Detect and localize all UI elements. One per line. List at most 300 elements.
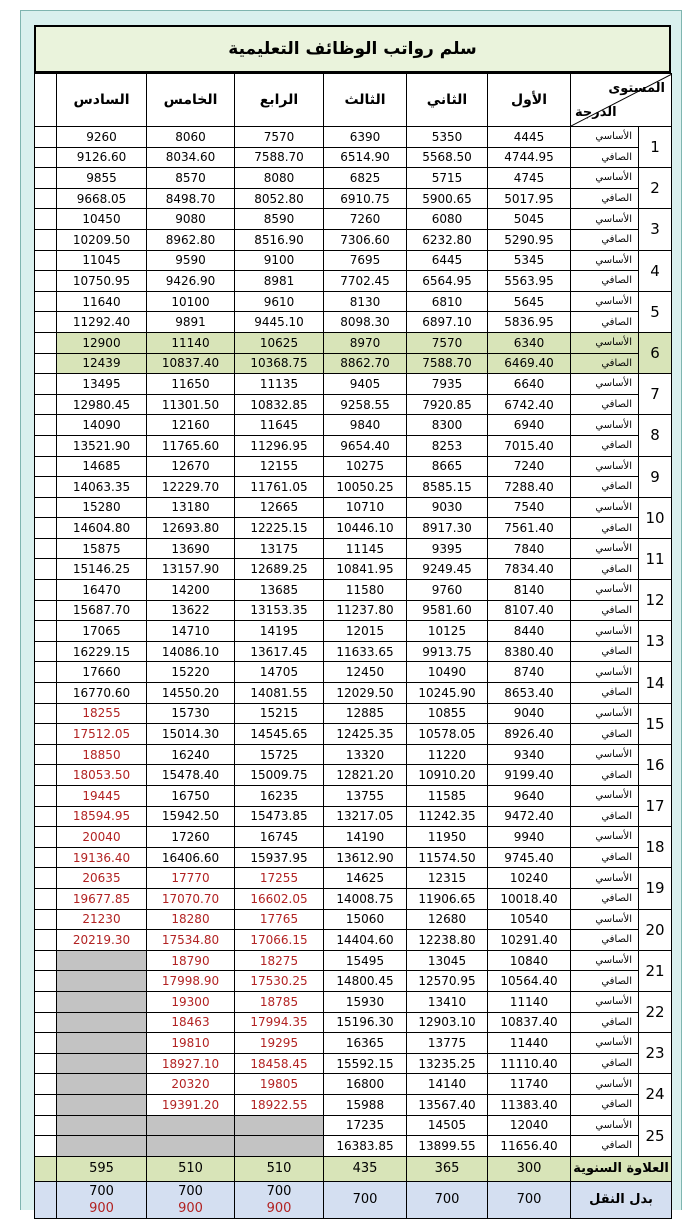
basic-salary-cell: 10840: [488, 950, 571, 971]
basic-salary-cell: 11045: [57, 250, 147, 271]
row-spacer: [35, 621, 57, 642]
net-salary-cell: 10018.40: [488, 888, 571, 909]
basic-salary-cell: 16235: [235, 786, 324, 807]
grade-number: 13: [639, 621, 672, 662]
level-grade-corner: [571, 74, 672, 127]
net-salary-cell: 11383.40: [488, 1094, 571, 1115]
basic-salary-cell: 9840: [324, 415, 407, 436]
empty-cell: [235, 1136, 324, 1157]
basic-salary-cell: 4745: [488, 168, 571, 189]
net-salary-cell: 14604.80: [57, 518, 147, 539]
empty-cell: [57, 1074, 147, 1095]
net-label: الصافي: [571, 765, 639, 786]
grade-number: 7: [639, 374, 672, 415]
basic-label: الأساسي: [571, 538, 639, 559]
basic-salary-cell: 7260: [324, 209, 407, 230]
basic-label: الأساسي: [571, 662, 639, 683]
basic-label: الأساسي: [571, 127, 639, 148]
net-label: الصافي: [571, 1012, 639, 1033]
net-salary-cell: 17994.35: [235, 1012, 324, 1033]
grade-number: 23: [639, 1033, 672, 1074]
net-salary-cell: 10564.40: [488, 971, 571, 992]
net-salary-cell: 9258.55: [324, 394, 407, 415]
row-spacer: [35, 559, 57, 580]
net-salary-cell: 9426.90: [147, 271, 235, 292]
net-salary-cell: 6469.40: [488, 353, 571, 374]
grade-number: 4: [639, 250, 672, 291]
net-salary-cell: 13521.90: [57, 435, 147, 456]
basic-salary-cell: 15060: [324, 909, 407, 930]
basic-salary-cell: 9100: [235, 250, 324, 271]
basic-salary-cell: 15730: [147, 703, 235, 724]
grade-net-row: [35, 394, 672, 415]
basic-salary-cell: 9940: [488, 827, 571, 848]
basic-label: الأساسي: [571, 1115, 639, 1136]
transport-value-top: 700: [266, 1183, 292, 1199]
grade-net-row: [35, 188, 672, 209]
grade-basic-row: [35, 250, 672, 271]
grade-basic-row: [35, 868, 672, 889]
grade-basic-row: [35, 827, 672, 848]
net-salary-cell: 16770.60: [57, 683, 147, 704]
net-salary-cell: 9891: [147, 312, 235, 333]
basic-salary-cell: 12040: [488, 1115, 571, 1136]
net-salary-cell: 15014.30: [147, 724, 235, 745]
level-header-1: الأول: [488, 74, 571, 127]
net-salary-cell: 12903.10: [407, 1012, 488, 1033]
row-spacer: [35, 415, 57, 436]
net-salary-cell: 19677.85: [57, 888, 147, 909]
basic-label: الأساسي: [571, 291, 639, 312]
basic-salary-cell: 20040: [57, 827, 147, 848]
net-label: الصافي: [571, 600, 639, 621]
basic-salary-cell: 11585: [407, 786, 488, 807]
basic-salary-cell: 11740: [488, 1074, 571, 1095]
page-title: سلم رواتب الوظائف التعليمية: [34, 25, 671, 73]
basic-salary-cell: 11140: [488, 991, 571, 1012]
row-spacer: [35, 683, 57, 704]
basic-salary-cell: 7540: [488, 497, 571, 518]
net-salary-cell: 6514.90: [324, 147, 407, 168]
row-spacer: [35, 765, 57, 786]
net-salary-cell: 18927.10: [147, 1053, 235, 1074]
row-spacer: [35, 724, 57, 745]
annual-bonus-row: [35, 1156, 672, 1181]
basic-salary-cell: 15220: [147, 662, 235, 683]
net-salary-cell: 10446.10: [324, 518, 407, 539]
basic-salary-cell: 20320: [147, 1074, 235, 1095]
basic-salary-cell: 4445: [488, 127, 571, 148]
basic-salary-cell: 14190: [324, 827, 407, 848]
basic-salary-cell: 19445: [57, 786, 147, 807]
grade-number: 12: [639, 580, 672, 621]
basic-salary-cell: 13320: [324, 744, 407, 765]
row-spacer: [35, 250, 57, 271]
net-salary-cell: 8380.40: [488, 641, 571, 662]
net-salary-cell: 13567.40: [407, 1094, 488, 1115]
net-salary-cell: 14086.10: [147, 641, 235, 662]
basic-salary-cell: 12015: [324, 621, 407, 642]
net-salary-cell: 11242.35: [407, 806, 488, 827]
basic-salary-cell: 9395: [407, 538, 488, 559]
annual-bonus-value: 510: [235, 1156, 324, 1181]
net-salary-cell: 11296.95: [235, 435, 324, 456]
net-salary-cell: 16383.85: [324, 1136, 407, 1157]
grade-net-row: [35, 683, 672, 704]
net-salary-cell: 16602.05: [235, 888, 324, 909]
basic-label: الأساسي: [571, 374, 639, 395]
annual-bonus-value: 510: [147, 1156, 235, 1181]
basic-salary-cell: 11145: [324, 538, 407, 559]
basic-salary-cell: 6825: [324, 168, 407, 189]
net-salary-cell: 4744.95: [488, 147, 571, 168]
empty-cell: [235, 1115, 324, 1136]
grade-net-row: [35, 930, 672, 951]
row-spacer: [35, 312, 57, 333]
basic-salary-cell: 6445: [407, 250, 488, 271]
grade-basic-row: [35, 744, 672, 765]
grade-net-row: [35, 1094, 672, 1115]
net-salary-cell: 6564.95: [407, 271, 488, 292]
empty-cell: [57, 1012, 147, 1033]
net-salary-cell: 5568.50: [407, 147, 488, 168]
grade-net-row: [35, 435, 672, 456]
basic-salary-cell: 12155: [235, 456, 324, 477]
basic-salary-cell: 8060: [147, 127, 235, 148]
net-salary-cell: 13899.55: [407, 1136, 488, 1157]
net-salary-cell: 12238.80: [407, 930, 488, 951]
basic-salary-cell: 13045: [407, 950, 488, 971]
net-salary-cell: 12439: [57, 353, 147, 374]
basic-salary-cell: 5345: [488, 250, 571, 271]
grade-number: 25: [639, 1115, 672, 1156]
grade-net-row: [35, 971, 672, 992]
net-salary-cell: 10291.40: [488, 930, 571, 951]
net-salary-cell: 15942.50: [147, 806, 235, 827]
basic-salary-cell: 15930: [324, 991, 407, 1012]
basic-salary-cell: 16365: [324, 1033, 407, 1054]
basic-salary-cell: 11650: [147, 374, 235, 395]
net-salary-cell: 5017.95: [488, 188, 571, 209]
basic-salary-cell: 8665: [407, 456, 488, 477]
basic-label: الأساسي: [571, 415, 639, 436]
grade-number: 14: [639, 662, 672, 703]
basic-salary-cell: 10275: [324, 456, 407, 477]
basic-salary-cell: 14685: [57, 456, 147, 477]
basic-salary-cell: 18790: [147, 950, 235, 971]
grade-number: 20: [639, 909, 672, 950]
row-spacer: [35, 477, 57, 498]
basic-label: الأساسي: [571, 1033, 639, 1054]
grade-number: 17: [639, 786, 672, 827]
net-label: الصافي: [571, 188, 639, 209]
net-label: الصافي: [571, 147, 639, 168]
grade-net-row: [35, 229, 672, 250]
grade-net-row: [35, 1012, 672, 1033]
basic-salary-cell: 8740: [488, 662, 571, 683]
row-spacer: [35, 847, 57, 868]
net-label: الصافي: [571, 559, 639, 580]
net-salary-cell: 18463: [147, 1012, 235, 1033]
basic-salary-cell: 9260: [57, 127, 147, 148]
grade-basic-row: [35, 991, 672, 1012]
net-salary-cell: 7588.70: [235, 147, 324, 168]
row-spacer: [35, 641, 57, 662]
grade-basic-row: [35, 1033, 672, 1054]
basic-salary-cell: 11135: [235, 374, 324, 395]
net-salary-cell: 14550.20: [147, 683, 235, 704]
net-salary-cell: 12693.80: [147, 518, 235, 539]
row-spacer: [35, 888, 57, 909]
basic-salary-cell: 19300: [147, 991, 235, 1012]
net-salary-cell: 9445.10: [235, 312, 324, 333]
net-salary-cell: 13153.35: [235, 600, 324, 621]
net-salary-cell: 11292.40: [57, 312, 147, 333]
grade-net-row: [35, 888, 672, 909]
basic-salary-cell: 12315: [407, 868, 488, 889]
basic-salary-cell: 15495: [324, 950, 407, 971]
net-salary-cell: 9654.40: [324, 435, 407, 456]
grade-basic-row: [35, 703, 672, 724]
basic-salary-cell: 17260: [147, 827, 235, 848]
basic-salary-cell: 9340: [488, 744, 571, 765]
basic-salary-cell: 14625: [324, 868, 407, 889]
basic-salary-cell: 14195: [235, 621, 324, 642]
grade-number: 16: [639, 744, 672, 785]
basic-salary-cell: 12665: [235, 497, 324, 518]
net-salary-cell: 11906.65: [407, 888, 488, 909]
basic-salary-cell: 6640: [488, 374, 571, 395]
header-row: [35, 74, 672, 127]
basic-salary-cell: 8440: [488, 621, 571, 642]
level-header-5: الخامس: [147, 74, 235, 127]
grade-basic-row: [35, 332, 672, 353]
bonus-spacer: [35, 1156, 57, 1181]
net-salary-cell: 10050.25: [324, 477, 407, 498]
basic-salary-cell: 16750: [147, 786, 235, 807]
basic-salary-cell: 9040: [488, 703, 571, 724]
net-salary-cell: 11656.40: [488, 1136, 571, 1157]
net-salary-cell: 7306.60: [324, 229, 407, 250]
basic-salary-cell: 15725: [235, 744, 324, 765]
net-label: الصافي: [571, 312, 639, 333]
net-salary-cell: 12029.50: [324, 683, 407, 704]
empty-cell: [147, 1115, 235, 1136]
grade-number: 19: [639, 868, 672, 909]
grade-net-row: [35, 312, 672, 333]
basic-salary-cell: 11645: [235, 415, 324, 436]
net-salary-cell: 8862.70: [324, 353, 407, 374]
row-spacer: [35, 374, 57, 395]
basic-salary-cell: 8300: [407, 415, 488, 436]
basic-salary-cell: 13495: [57, 374, 147, 395]
basic-label: الأساسي: [571, 250, 639, 271]
row-spacer: [35, 209, 57, 230]
basic-salary-cell: 15280: [57, 497, 147, 518]
basic-salary-cell: 5045: [488, 209, 571, 230]
net-salary-cell: 15146.25: [57, 559, 147, 580]
content-area: [34, 25, 671, 1219]
net-salary-cell: 15196.30: [324, 1012, 407, 1033]
basic-salary-cell: 7240: [488, 456, 571, 477]
basic-label: الأساسي: [571, 168, 639, 189]
grade-basic-row: [35, 497, 672, 518]
net-salary-cell: 20219.30: [57, 930, 147, 951]
net-salary-cell: 10368.75: [235, 353, 324, 374]
grade-number: 15: [639, 703, 672, 744]
basic-label: الأساسي: [571, 786, 639, 807]
net-salary-cell: 8498.70: [147, 188, 235, 209]
row-spacer: [35, 662, 57, 683]
net-label: الصافي: [571, 1094, 639, 1115]
basic-salary-cell: 8970: [324, 332, 407, 353]
grades-body: [35, 127, 672, 1157]
net-salary-cell: 9472.40: [488, 806, 571, 827]
basic-salary-cell: 13755: [324, 786, 407, 807]
empty-cell: [57, 991, 147, 1012]
annual-bonus-value: 300: [488, 1156, 571, 1181]
row-spacer: [35, 394, 57, 415]
basic-salary-cell: 9855: [57, 168, 147, 189]
grade-number: 6: [639, 332, 672, 373]
grade-number: 8: [639, 415, 672, 456]
net-salary-cell: 9745.40: [488, 847, 571, 868]
net-salary-cell: 10837.40: [488, 1012, 571, 1033]
basic-salary-cell: 21230: [57, 909, 147, 930]
basic-salary-cell: 14710: [147, 621, 235, 642]
basic-salary-cell: 8140: [488, 580, 571, 601]
row-spacer: [35, 930, 57, 951]
net-salary-cell: 13157.90: [147, 559, 235, 580]
net-label: الصافي: [571, 1053, 639, 1074]
basic-salary-cell: 16800: [324, 1074, 407, 1095]
net-salary-cell: 7920.85: [407, 394, 488, 415]
grade-net-row: [35, 806, 672, 827]
net-salary-cell: 12821.20: [324, 765, 407, 786]
net-salary-cell: 12425.35: [324, 724, 407, 745]
annual-bonus-value: 365: [407, 1156, 488, 1181]
row-spacer: [35, 1053, 57, 1074]
basic-label: الأساسي: [571, 497, 639, 518]
basic-salary-cell: 11140: [147, 332, 235, 353]
grade-net-row: [35, 353, 672, 374]
transport-value-bottom: 900: [89, 1200, 114, 1216]
grade-net-row: [35, 641, 672, 662]
basic-salary-cell: 14140: [407, 1074, 488, 1095]
basic-salary-cell: 9080: [147, 209, 235, 230]
row-spacer: [35, 580, 57, 601]
basic-salary-cell: 18785: [235, 991, 324, 1012]
empty-cell: [57, 1053, 147, 1074]
row-spacer: [35, 147, 57, 168]
net-salary-cell: 8962.80: [147, 229, 235, 250]
basic-salary-cell: 6340: [488, 332, 571, 353]
net-salary-cell: 9249.45: [407, 559, 488, 580]
net-salary-cell: 15473.85: [235, 806, 324, 827]
net-salary-cell: 17066.15: [235, 930, 324, 951]
basic-salary-cell: 10490: [407, 662, 488, 683]
basic-salary-cell: 8590: [235, 209, 324, 230]
basic-salary-cell: 7570: [407, 332, 488, 353]
net-salary-cell: 13217.05: [324, 806, 407, 827]
basic-label: الأساسي: [571, 868, 639, 889]
basic-salary-cell: 14505: [407, 1115, 488, 1136]
net-label: الصافي: [571, 229, 639, 250]
net-salary-cell: 14081.55: [235, 683, 324, 704]
net-salary-cell: 12570.95: [407, 971, 488, 992]
annual-bonus-label: العلاوة السنوية: [571, 1156, 672, 1181]
net-salary-cell: 6742.40: [488, 394, 571, 415]
basic-salary-cell: 13180: [147, 497, 235, 518]
basic-salary-cell: 5350: [407, 127, 488, 148]
grade-net-row: [35, 600, 672, 621]
net-salary-cell: 18458.45: [235, 1053, 324, 1074]
net-salary-cell: 12689.25: [235, 559, 324, 580]
basic-salary-cell: 6810: [407, 291, 488, 312]
net-salary-cell: 17070.70: [147, 888, 235, 909]
row-spacer: [35, 497, 57, 518]
net-salary-cell: 13235.25: [407, 1053, 488, 1074]
basic-salary-cell: 8570: [147, 168, 235, 189]
basic-salary-cell: 13175: [235, 538, 324, 559]
net-salary-cell: 11633.65: [324, 641, 407, 662]
grade-basic-row: [35, 786, 672, 807]
net-label: الصافي: [571, 806, 639, 827]
net-salary-cell: 19136.40: [57, 847, 147, 868]
level-label: المستوى: [608, 81, 665, 96]
net-salary-cell: 12229.70: [147, 477, 235, 498]
basic-salary-cell: 8130: [324, 291, 407, 312]
transport-value-top: 700: [178, 1183, 203, 1199]
grade-basic-row: [35, 909, 672, 930]
net-salary-cell: 18053.50: [57, 765, 147, 786]
net-salary-cell: 10841.95: [324, 559, 407, 580]
net-salary-cell: 11110.40: [488, 1053, 571, 1074]
transport-value-bottom: 900: [266, 1200, 292, 1216]
net-salary-cell: 5836.95: [488, 312, 571, 333]
transport-value-top: 700: [516, 1192, 542, 1208]
row-spacer: [35, 1094, 57, 1115]
row-spacer: [35, 786, 57, 807]
empty-cell: [147, 1136, 235, 1157]
net-label: الصافي: [571, 683, 639, 704]
grade-basic-row: [35, 209, 672, 230]
grade-net-row: [35, 724, 672, 745]
row-spacer: [35, 1136, 57, 1157]
level-header-3: الثالث: [324, 74, 407, 127]
row-spacer: [35, 271, 57, 292]
net-salary-cell: 19391.20: [147, 1094, 235, 1115]
net-salary-cell: 10837.40: [147, 353, 235, 374]
row-spacer: [35, 353, 57, 374]
basic-label: الأساسي: [571, 827, 639, 848]
net-salary-cell: 10832.85: [235, 394, 324, 415]
basic-salary-cell: 17765: [235, 909, 324, 930]
basic-salary-cell: 17235: [324, 1115, 407, 1136]
net-salary-cell: 11765.60: [147, 435, 235, 456]
net-salary-cell: 16229.15: [57, 641, 147, 662]
net-salary-cell: 9199.40: [488, 765, 571, 786]
net-salary-cell: 13622: [147, 600, 235, 621]
grade-number: 5: [639, 291, 672, 332]
empty-cell: [57, 1115, 147, 1136]
basic-label: الأساسي: [571, 950, 639, 971]
basic-salary-cell: 12900: [57, 332, 147, 353]
net-salary-cell: 13617.45: [235, 641, 324, 662]
basic-salary-cell: 7840: [488, 538, 571, 559]
net-salary-cell: 9913.75: [407, 641, 488, 662]
basic-salary-cell: 10125: [407, 621, 488, 642]
